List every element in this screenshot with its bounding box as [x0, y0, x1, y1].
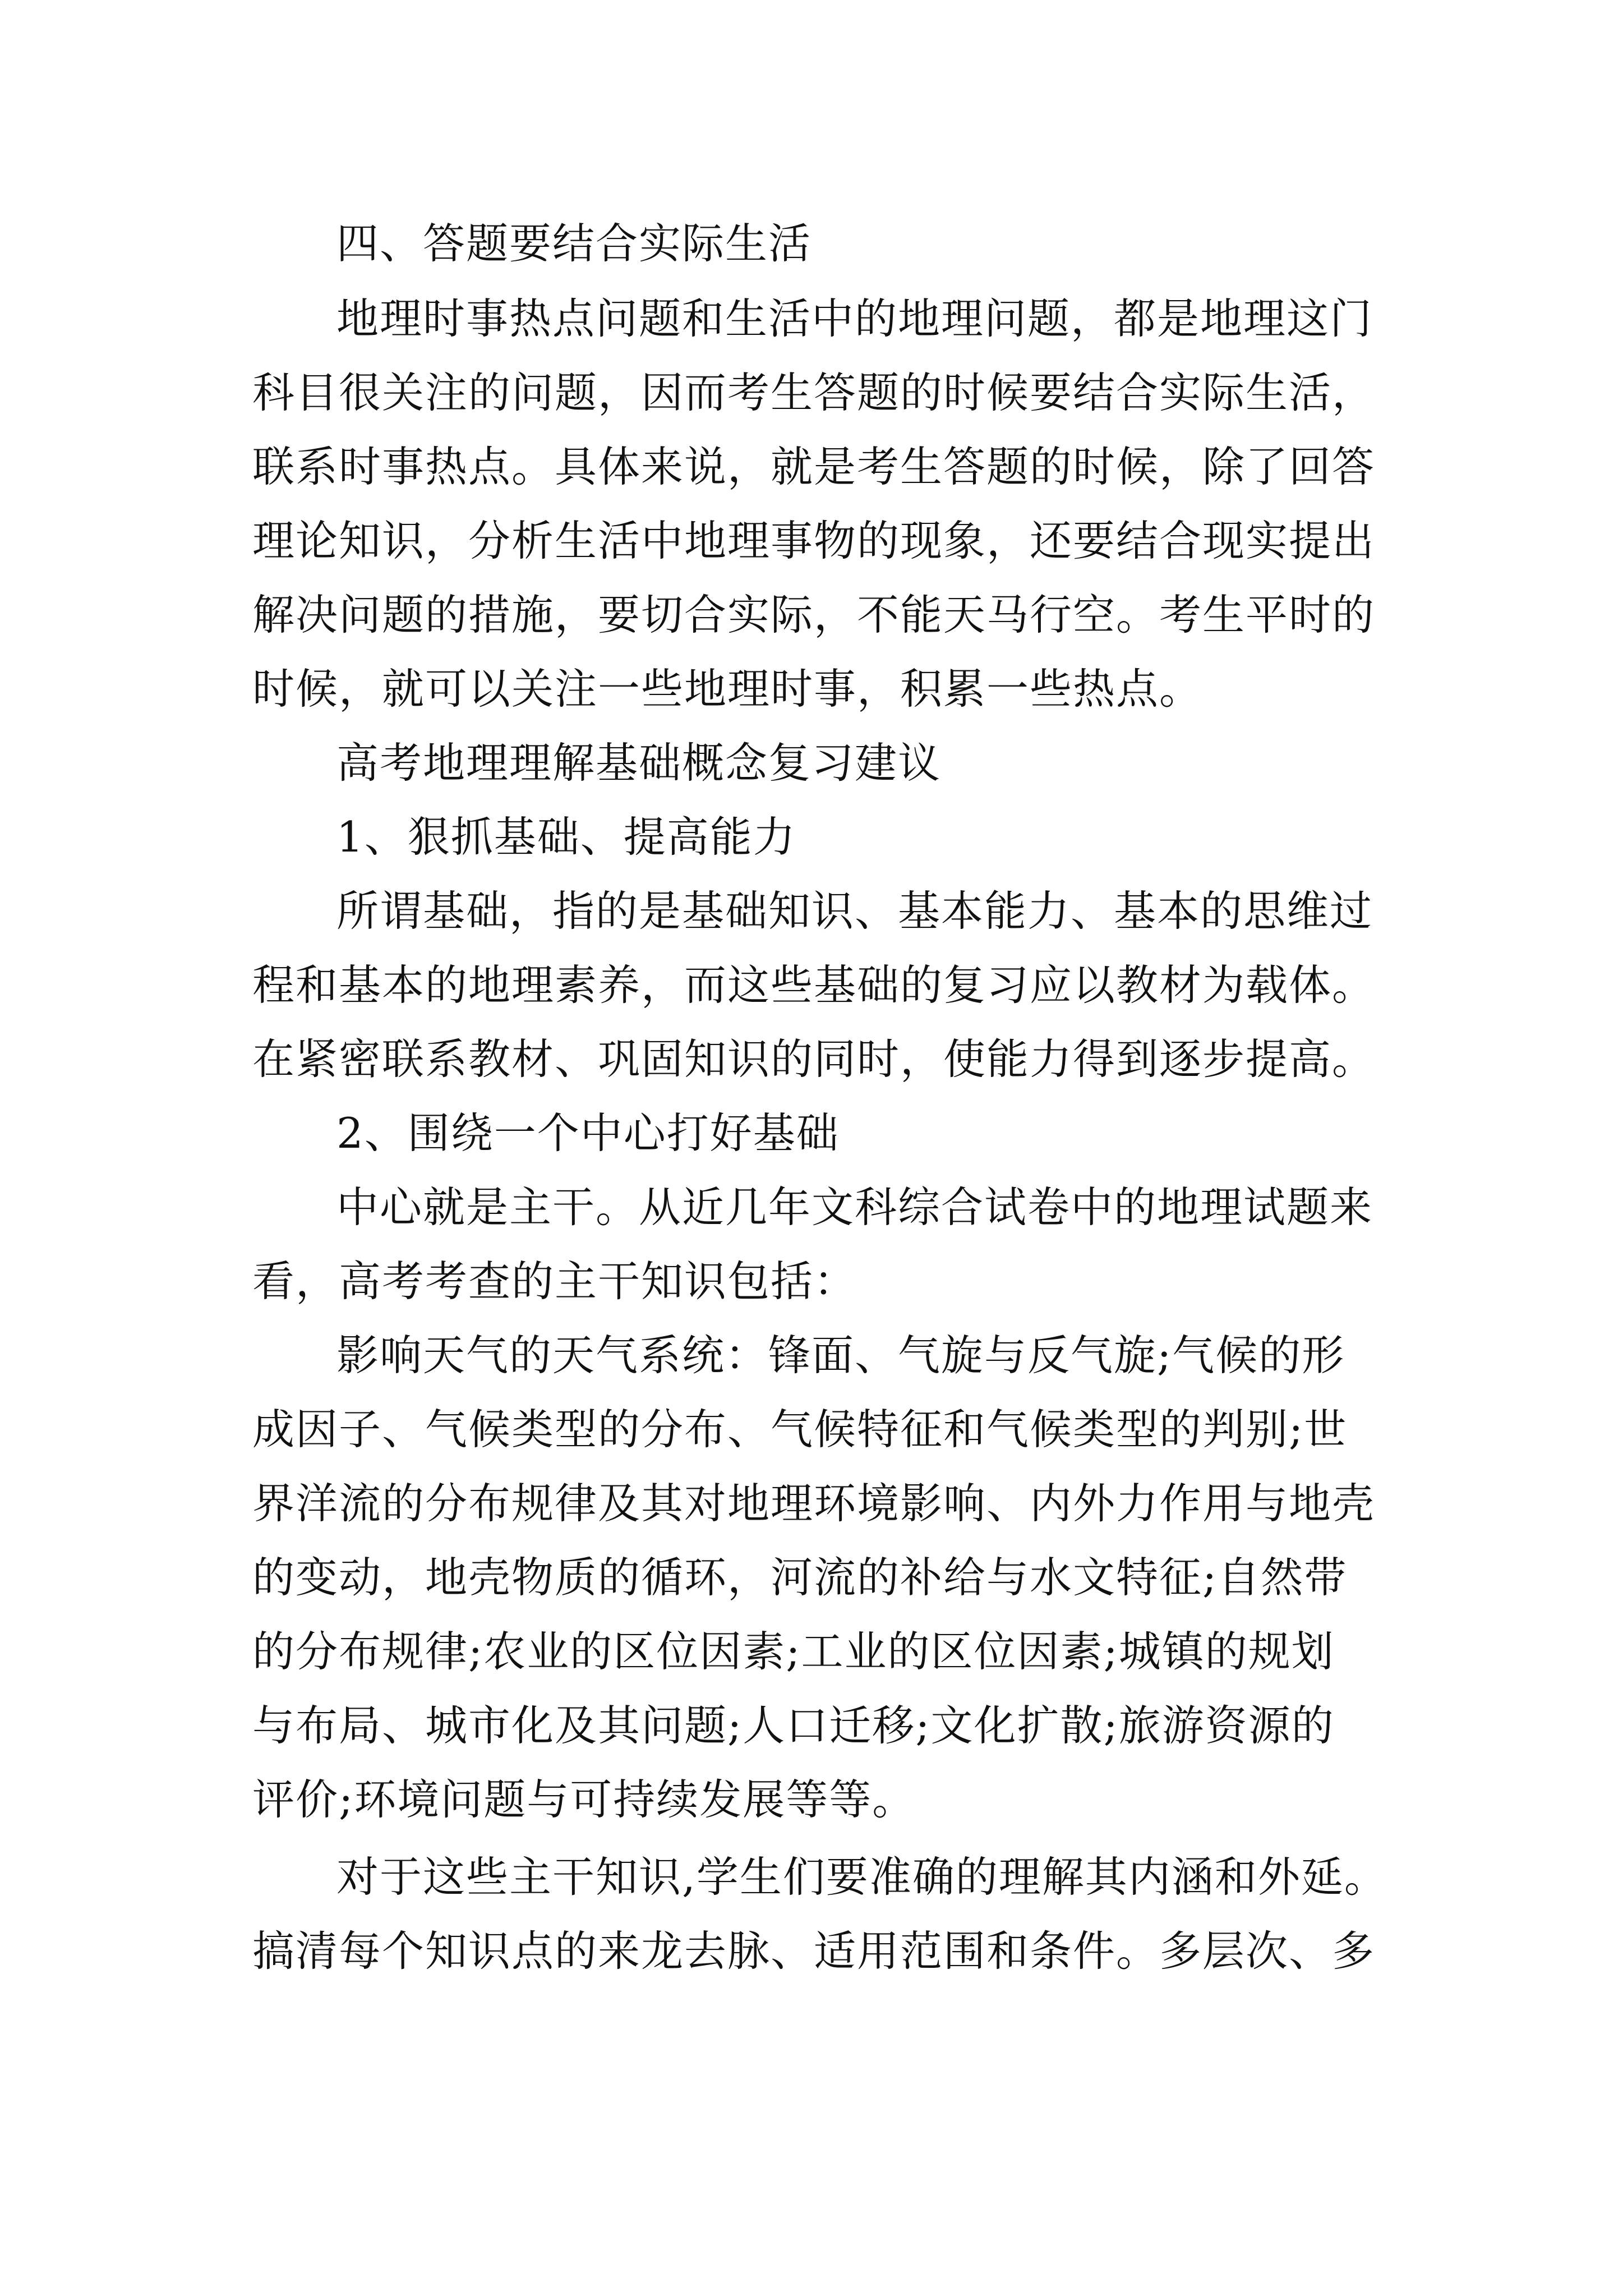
- subheading-1: 1、狠抓基础、提高能力: [336, 812, 796, 862]
- section-heading-4: 四、答题要结合实际生活: [336, 219, 812, 268]
- paragraph-line: 解决问题的措施，要切合实际，不能天马行空。考生平时的: [252, 590, 1376, 639]
- paragraph-line: 科目很关注的问题，因而考生答题的时候要结合实际生活，: [252, 368, 1376, 417]
- paragraph-line: 所谓基础，指的是基础知识、基本能力、基本的思维过: [336, 886, 1373, 936]
- section-heading-review: 高考地理理解基础概念复习建议: [336, 738, 942, 788]
- paragraph-line: 地理时事热点问题和生活中的地理问题，都是地理这门: [336, 294, 1373, 343]
- paragraph-line: 中心就是主干。从近几年文科综合试卷中的地理试题来: [336, 1182, 1373, 1232]
- paragraph-line: 的分布规律;农业的区位因素;工业的区位因素;城镇的规划: [252, 1627, 1335, 1676]
- paragraph-line: 在紧密联系教材、巩固知识的同时，使能力得到逐步提高。: [252, 1034, 1376, 1084]
- paragraph-line: 成因子、气候类型的分布、气候特征和气候类型的判别;世: [252, 1405, 1348, 1454]
- paragraph-line: 理论知识，分析生活中地理事物的现象，还要结合现实提出: [252, 516, 1376, 565]
- paragraph-line: 程和基本的地理素养，而这些基础的复习应以教材为载体。: [252, 960, 1376, 1010]
- paragraph-line: 对于这些主干知识,学生们要准确的理解其内涵和外延。: [336, 1852, 1387, 1902]
- paragraph-line: 联系时事热点。具体来说，就是考生答题的时候，除了回答: [252, 442, 1376, 491]
- paragraph-line: 搞清每个知识点的来龙去脉、适用范围和条件。多层次、多: [252, 1926, 1376, 1976]
- paragraph-line: 的变动，地壳物质的循环，河流的补给与水文特征;自然带: [252, 1553, 1348, 1602]
- paragraph-line: 看，高考考查的主干知识包括：: [252, 1257, 857, 1306]
- paragraph-line: 时候，就可以关注一些地理时事，积累一些热点。: [252, 664, 1203, 714]
- paragraph-line: 评价;环境问题与可持续发展等等。: [252, 1775, 916, 1824]
- paragraph-line: 与布局、城市化及其问题;人口迁移;文化扩散;旅游资源的: [252, 1701, 1335, 1750]
- subheading-2: 2、围绕一个中心打好基础: [336, 1108, 840, 1158]
- paragraph-line: 影响天气的天气系统：锋面、气旋与反气旋;气候的形: [336, 1331, 1345, 1380]
- paragraph-line: 界洋流的分布规律及其对地理环境影响、内外力作用与地壳: [252, 1479, 1376, 1528]
